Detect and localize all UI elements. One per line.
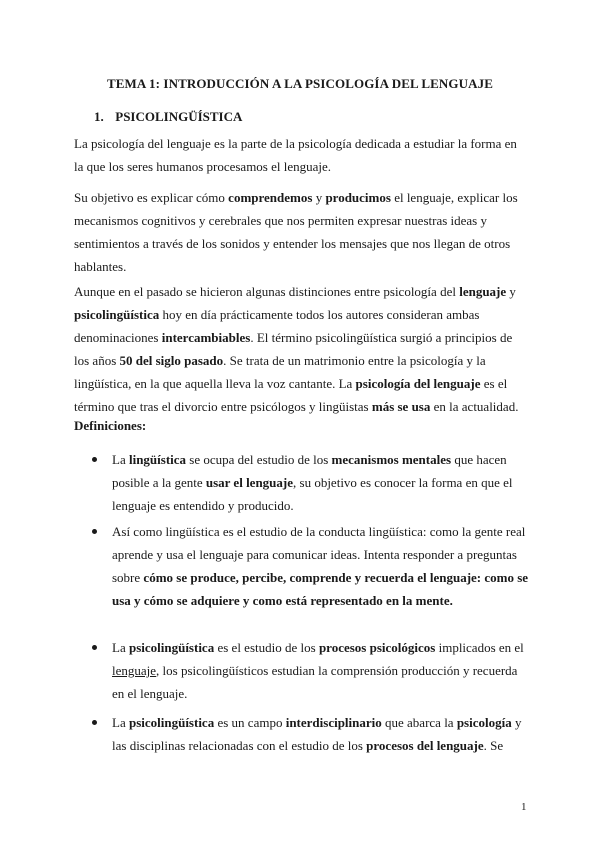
paragraph-1 xyxy=(74,132,529,178)
bold-term: procesos psicológicos xyxy=(318,640,436,655)
definitions-list-1 xyxy=(92,448,532,517)
text-run: . Se trata de un matrimonio entre la psicología y la lingüística, en la que aquella lleva la voz cantante. La xyxy=(74,353,486,391)
document-title: TEMA 1: INTRODUCCIÓN A LA PSICOLOGÍA DEL LENGUAJE xyxy=(107,76,493,91)
section-number: 1. xyxy=(94,109,104,124)
bold-term: comprendemos xyxy=(228,190,313,205)
bold-term: más se usa xyxy=(371,399,431,414)
definitions-list-2 xyxy=(92,520,532,612)
definitions-list-3 xyxy=(92,636,532,705)
bold-term: psicolingüística xyxy=(128,640,215,655)
section-heading xyxy=(94,105,242,128)
text-run: Así como lingüística es el estudio de la conducta lingüística: como la gente real aprende y usa el lenguaje para comunicar ideas. Intenta responder a preguntas sobre xyxy=(112,524,526,585)
bullet-icon xyxy=(92,529,97,534)
list-item xyxy=(92,711,532,757)
text-run: es un campo xyxy=(214,715,286,730)
page-number: 1 xyxy=(521,801,527,813)
definitions-list-4 xyxy=(92,711,532,757)
bold-term: usar el lenguaje xyxy=(205,475,294,490)
text-run: La xyxy=(112,640,129,655)
text-run: La xyxy=(112,715,129,730)
text-run: que abarca la xyxy=(381,715,457,730)
section-title: PSICOLINGÜÍSTICA xyxy=(115,109,243,124)
text-run: implicados en el xyxy=(435,640,524,655)
text-run: y las disciplinas relacionadas con el estudio de los xyxy=(112,715,522,753)
bold-term: psicología xyxy=(456,715,512,730)
list-item xyxy=(92,636,532,705)
bold-term: intercambiables xyxy=(161,330,251,345)
underlined-term: lenguaje xyxy=(112,663,157,678)
text-run: , los psicolingüísticos estudian la comprensión producción y recuerda en el lenguaje. xyxy=(112,663,518,701)
bullet-icon xyxy=(92,457,97,462)
text-run: que hacen posible a la gente xyxy=(112,452,507,490)
text-run: . El término psicolingüística surgió a principios de los años xyxy=(74,330,513,368)
paragraph-3 xyxy=(74,280,529,418)
text-run: Aunque en el pasado se hicieron algunas distinciones entre psicología del xyxy=(74,284,460,299)
bold-term: lingüística xyxy=(128,452,187,467)
bold-term: psicolingüística xyxy=(128,715,215,730)
bold-term: producimos xyxy=(325,190,391,205)
definitions-heading-text: Definiciones: xyxy=(74,418,147,433)
bold-term: cómo se produce, percibe, comprende y recuerda el lenguaje: como se usa y cómo se adquiere y como está representado en la mente xyxy=(112,570,529,608)
bold-term: interdisciplinario xyxy=(285,715,382,730)
paragraph-1-text: La psicología del lenguaje es la parte de la psicología dedicada a estudiar la forma en la que los seres humanos procesamos el lenguaje. xyxy=(74,136,517,174)
list-item xyxy=(92,448,532,517)
definitions-heading xyxy=(74,414,529,437)
text-run: en la actualidad. xyxy=(430,399,519,414)
text-run: y xyxy=(312,190,326,205)
text-run: . Se xyxy=(483,738,504,753)
text-run: La xyxy=(112,452,129,467)
bold-term: 50 del siglo pasado xyxy=(119,353,224,368)
text-run: hoy en día prácticamente todos los autores consideran ambas denominaciones xyxy=(74,307,480,345)
bold-term: mecanismos mentales xyxy=(331,452,452,467)
text-run: y xyxy=(506,284,516,299)
bullet-icon xyxy=(92,720,97,725)
text-run: es el término que tras el divorcio entre psicólogos y lingüistas xyxy=(74,376,508,414)
list-item xyxy=(92,520,532,612)
bold-term: lenguaje xyxy=(459,284,507,299)
bold-term: psicología del lenguaje xyxy=(355,376,481,391)
text-run: el lenguaje, explicar los mecanismos cognitivos y cerebrales que nos permiten expresar nuestras ideas y sentimientos a través de los sonidos y entender los mensajes que nos llegan de otros hablantes. xyxy=(74,190,518,274)
paragraph-2 xyxy=(74,186,529,278)
text-run: , su objetivo es conocer la forma en que el lenguaje es entendido y producido. xyxy=(112,475,513,513)
text-run: se ocupa del estudio de los xyxy=(186,452,332,467)
bold-term: psicolingüística xyxy=(74,307,160,322)
bold-term: procesos del lenguaje xyxy=(366,738,484,753)
text-run: . xyxy=(449,593,453,608)
text-run: es el estudio de los xyxy=(214,640,319,655)
bullet-icon xyxy=(92,645,97,650)
text-run: Su objetivo es explicar cómo xyxy=(74,190,229,205)
